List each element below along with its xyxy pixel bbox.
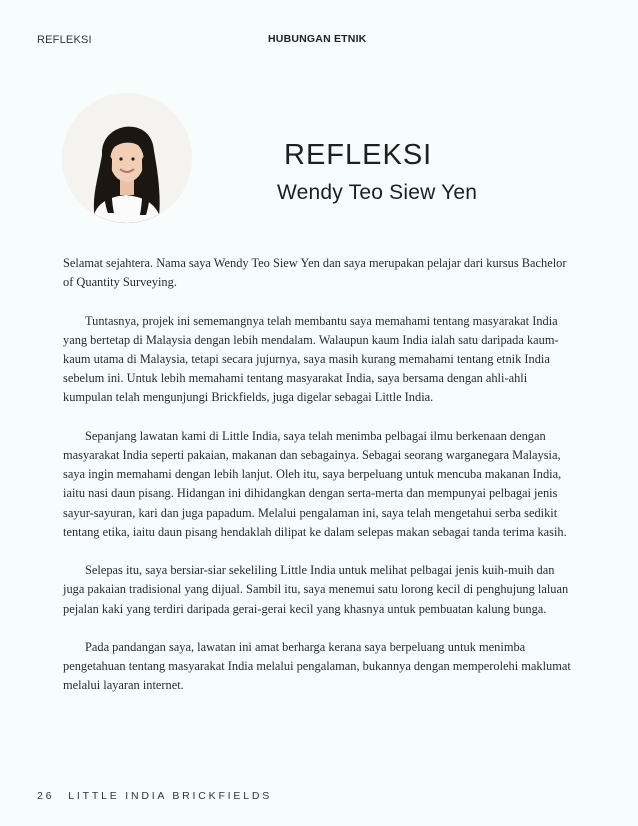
header-chapter-title: HUBUNGAN ETNIK xyxy=(268,33,367,45)
page-number: 26 xyxy=(37,790,55,802)
author-photo xyxy=(62,93,192,223)
header-section-label: REFLEKSI xyxy=(37,34,92,46)
paragraph: Sepanjang lawatan kami di Little India, saya telah menimba pelbagai ilmu berkenaan dengan masyarakat India seperti pakaian, makanan dan sebagainya. Sebagai seorang warganegara Malaysia, saya ingin memahami dengan lebih lanjut. Oleh itu, saya berpeluang untuk mencuba makanan India, iaitu nasi daun pisang. Hidangan ini dihidangkan dengan serta-merta dan mempunyai pelbagai jenis sayur-sayuran, kari dan juga papadum. Melalui pengalaman ini, saya telah mengetahui serba sedikit tentang etika, iaitu daun pisang hendaklah dilipat ke dalam selepas makan sebagai tanda terima kasih. xyxy=(63,428,567,539)
author-name: Wendy Teo Siew Yen xyxy=(277,181,478,204)
page-title: REFLEKSI xyxy=(284,139,433,171)
paragraph: Pada pandangan saya, lawatan ini amat berharga kerana saya berpeluang untuk menimba pengetahuan tentang masyarakat India melalui pengalaman, bukannya dengan memperolehi maklumat melalui layaran internet. xyxy=(63,640,571,693)
publication-title: LITTLE INDIA BRICKFIELDS xyxy=(68,790,273,802)
page-footer xyxy=(37,790,272,802)
reflection-body xyxy=(63,254,577,715)
paragraph: Tuntasnya, projek ini sememangnya telah membantu saya memahami tentang masyarakat India yang bertetap di Malaysia dengan lebih mendalam. Walaupun kaum India ialah satu daripada kaum-kaum utama di Malaysia, tetapi secara jujurnya, saya masih kurang memahami tentang etnik India sebelum ini. Untuk lebih memahami tentang masyarakat India, saya bersama dengan ahli-ahli kumpulan telah mengunjungi Brickfields, juga digelar sebagai Little India. xyxy=(63,313,559,405)
paragraph-intro: Selamat sejahtera. Nama saya Wendy Teo Siew Yen dan saya merupakan pelajar dari kursus Bachelor of Quantity Surveying. xyxy=(63,256,567,290)
paragraph: Selepas itu, saya bersiar-siar sekeliling Little India untuk melihat pelbagai jenis kuih-muih dan juga pakaian tradisional yang dijual. Sambil itu, saya menemui satu lorong kecil di penghujung laluan pejalan kaki yang terdiri daripada gerai-gerai kecil yang khasnya untuk pembuatan kalung bunga. xyxy=(63,563,569,616)
